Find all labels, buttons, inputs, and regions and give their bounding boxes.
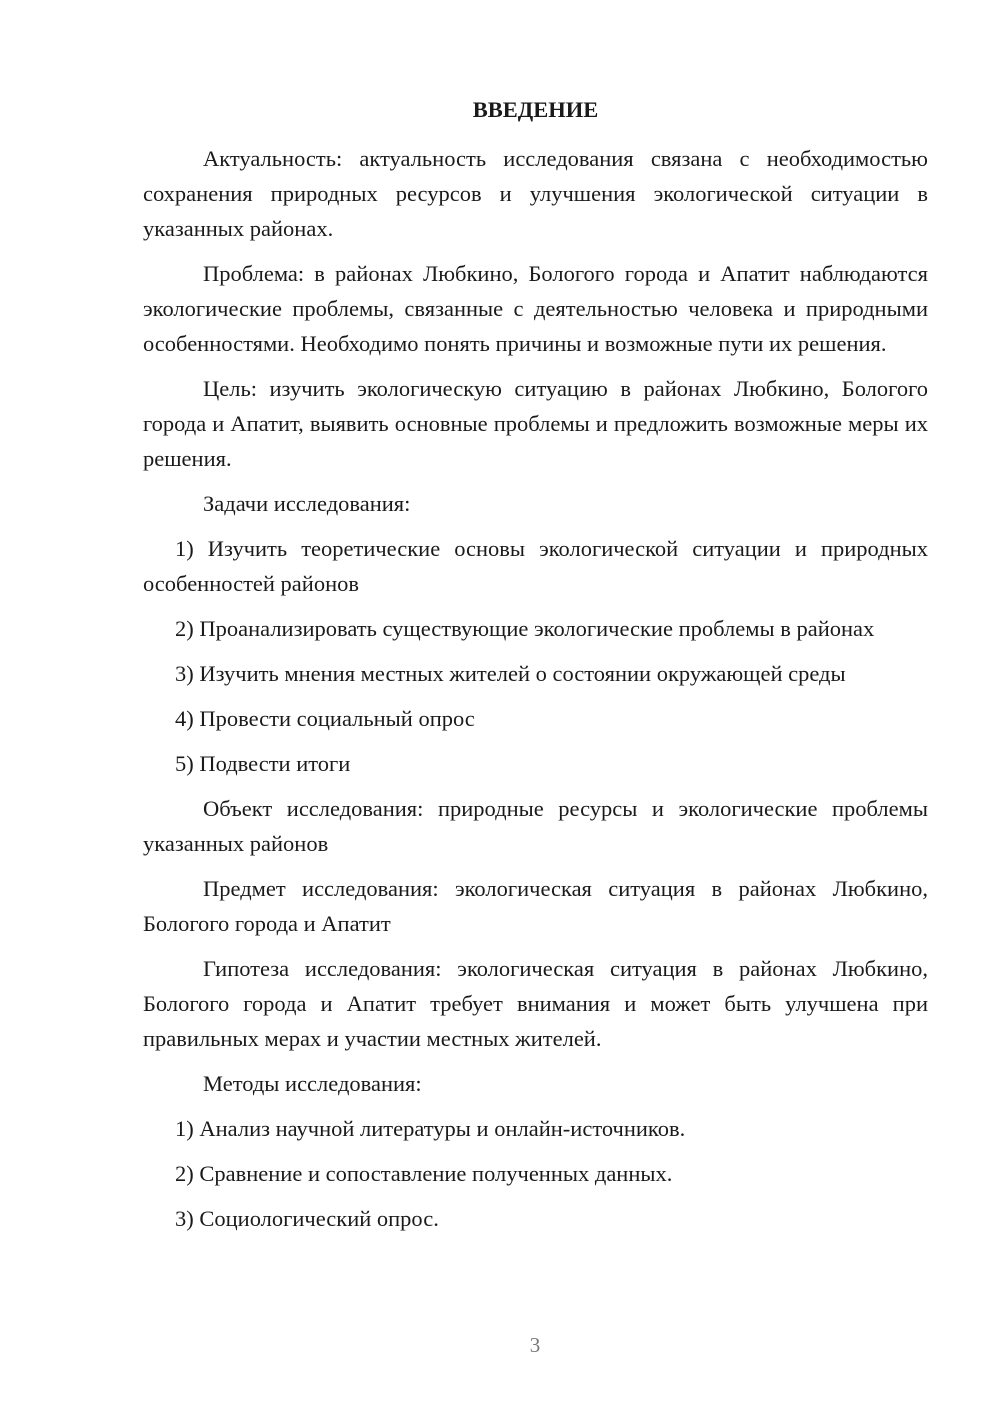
methods-heading: Методы исследования: (203, 1071, 422, 1096)
task-item-4: 4) Провести социальный опрос (175, 706, 475, 731)
method-item-1: 1) Анализ научной литературы и онлайн-источников. (175, 1116, 686, 1141)
document-body (143, 92, 928, 1246)
paragraph-hypothesis: Гипотеза исследования: экологическая ситуация в районах Любкино, Бологого города и Апатит требует внимания и может быть улучшена при правильных мерах и участии местных жителей. (143, 956, 928, 1051)
method-item-3: 3) Социологический опрос. (175, 1206, 439, 1231)
tasks-heading: Задачи исследования: (203, 491, 411, 516)
task-item-2: 2) Проанализировать существующие экологические проблемы в районах (175, 616, 875, 641)
paragraph-goal: Цель: изучить экологическую ситуацию в районах Любкино, Бологого города и Апатит, выявить основные проблемы и предложить возможные меры их решения. (143, 376, 928, 471)
task-item-5: 5) Подвести итоги (175, 751, 351, 776)
paragraph-relevance: Актуальность: актуальность исследования связана с необходимостью сохранения природных ресурсов и улучшения экологической ситуации в указанных районах. (143, 146, 928, 241)
paragraph-object: Объект исследования: природные ресурсы и экологические проблемы указанных районов (143, 796, 928, 856)
method-item-2: 2) Сравнение и сопоставление полученных данных. (175, 1161, 673, 1186)
section-title: ВВЕДЕНИЕ (472, 97, 599, 122)
paragraph-subject: Предмет исследования: экологическая ситуация в районах Любкино, Бологого города и Апатит (143, 876, 928, 936)
task-item-3: 3) Изучить мнения местных жителей о состоянии окружающей среды (175, 661, 846, 686)
paragraph-problem: Проблема: в районах Любкино, Бологого города и Апатит наблюдаются экологические проблемы, связанные с деятельностью человека и природными особенностями. Необходимо понять причины и возможные пути их решения. (143, 261, 928, 356)
task-item-1: 1) Изучить теоретические основы экологической ситуации и природных особенностей районов (143, 536, 928, 596)
page-number: 3 (529, 1333, 541, 1357)
